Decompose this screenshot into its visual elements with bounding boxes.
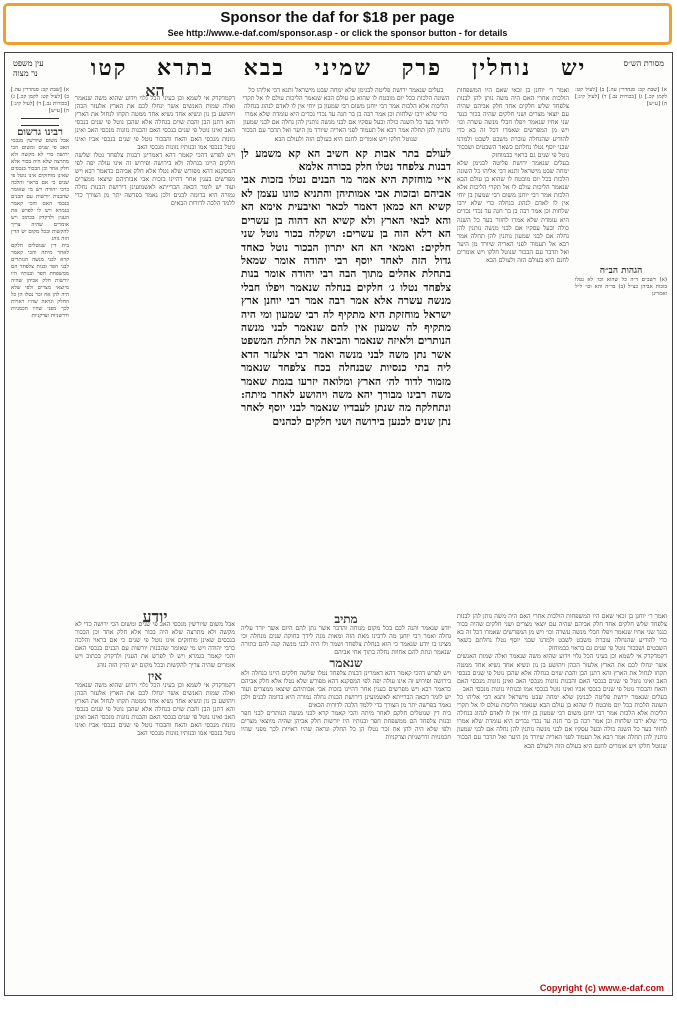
sponsor-title[interactable]: Sponsor the daf for $18 per page [220, 9, 455, 26]
lower-center-text-end: בית דין שנוטלים חלקם לאחר מיתה והכי קאמר קרא לבני מנשה הנותרים לבני חפר ובנות צלפחד הם ממשפחת חפר ובנותיו היו יורשות חלק אביהן שהיה מיוצאי מצרים ולפי שלא היה להן אח זכר נטלו הן כל החלק ונראה שהיו ראויות לכך מפני שהיו חכמניות ודרשניות וצדקניות [241, 710, 451, 742]
lower-right-text-end: בעלים שנאמר ירושת פליטה לבנימן שלא ימחה שבט מישראל ותנא דבי אליהו כל השונה הלכות בכל יום מובטח לו שהוא בן עולם הבא שנאמר הליכות עולם לו אל תקרי הליכות אלא הלכות אמר רבי יוחנן משום רבי שמעון בן יוחי אין לו לאדם לנהוג בנחלה כדי שלא ירבו שלחות וכן אמר רבה בן בר חנה עד נכדי נכדים היא עומדת שלא אמרו לחזור בעד כל השנה כולה ובעל עסקיו אם לבני מנשה נותנין להן נחלה אם לבני שמעון נותנין להן תחלה אמר רבא אל תעמוד לפני האריה שיורד מן היער ואל תדבר עם הבכור שנוטל חלקו ויש אומרים לחנם היא בעולם הזה ולעולם הבא [457, 693, 667, 750]
lower-left-commentary [75, 613, 235, 983]
gemara-top-rashi-continuation: בעלים שנאמר ירושת פליטה לבנימן שלא ימחה שבט מישראל ותנא דבי אליהו כל השונה הלכות בכל יום מובטח לו שהוא בן עולם הבא שנאמר הליכות עולם לו אל תקרי הליכות אלא הלכות אמר רבי יוחנן משום רבי שמעון בן יוחי אין לו לאדם לנהוג בנחלה כדי שלא ירבו שלחות וכן אמר רבה בן בר חנה עד נכדי נכדים היא עומדת שלא אמרו לחזור בעד כל השנה כולה ובעל עסקיו אם לבני מנשה נותנין להן נחלה אם לבני שמעון נותנין להן תחלה אמר רבא אל תעמוד לפני האריה שיורד מן היער ואל תדבר עם הבכור שנוטל חלקו ויש אומרים לחנם היא בעולם הזה ולעולם הבא [241, 87, 451, 143]
lower-heading-ein: אין [148, 668, 162, 683]
rashbam-text-continued: בעלים שנאמר ירושת פליטה לבנימן שלא ימחה שבט מישראל ותנא דבי אליהו כל השונה הלכות בכל יום מובטח לו שהוא בן עולם הבא שנאמר הליכות עולם לו אל תקרי הליכות אלא הלכות אמר רבי יוחנן משום רבי שמעון בן יוחי אין לו לאדם לנהוג בנחלה כדי שלא ירבו שלחות וכן אמר רבה בן בר חנה עד נכדי נכדים היא עומדת שלא אמרו לחזור בעד כל השנה כולה ובעל עסקיו אם לבני מנשה נותנין להן נחלה אם לבני שמעון נותנין להן תחלה אמר רבא אל תעמוד לפני האריה שיורד מן היער ואל תדבר עם הבכור שנוטל חלקו ויש אומרים לחנם היא בעולם הזה ולעולם הבא [457, 159, 569, 264]
lower-heading-shene-emar: שנאמר [329, 656, 363, 671]
ein-mishpat-header: עין משפט נר מצוה [13, 59, 44, 78]
dibbur-hamatchil-lower: יודע [142, 613, 168, 626]
page-title: יש נוחלין פרק שמיני בבא בתרא קטו [90, 55, 587, 81]
sponsor-banner[interactable] [3, 3, 672, 45]
lower-left-text-continued: דקמדקדק אי לשמא וכן בעיני הכל גלוי וידוע שהוא משה שנאמר ואלה שמות האנשים אשר ינחלו לכם את הארץ אלעזר הכהן ויהושע בן נון ונשיא אחד נשיא אחד ממטה תקחו לנחול את הארץ והא דתנן הבן והבת שוים בנחלה אלא שהבן נוטל פי שנים בנכסי האב ואינו נוטל פי שנים בנכסי האם והבנות נזונות מנכסי האב ואינן נזונות מנכסי האם והאח והבכור נוטל פי שנים בנכסי אביו ואינו נוטל בנכסי אמו ובנותיו נזונות מנכסי האב [75, 681, 235, 738]
gemara-lead: לעולם בתר אבות קא חשיב הא קא משמע לן דבנות צלפחד נטלו חלק בכורה אלמא [241, 147, 451, 174]
masoret-references: א) [שבת קכ: סנהדרין עה.] ב) [לעיל קט: לקמן קכ.] ג) [בכורות נב.] ד) [לעיל קיג:] ה) [ע״ש] [575, 87, 667, 107]
lower-right-text: ואמר ר׳ יוחנן בן זכאי שאם היו המשפחות הולכות אחרי האם היה משה נותן להן לבנות צלפחד שלש חלקים אחד חלק אביהם שהיה עם יוצאי מצרים ושני חלקים שהיה בכור כנגד שני אחיו שנאמר ויפלו חבלי מנשה עשרה וכו׳ ויש מן המפרשים שאמרו דכל זה בא כדי להודיע שהנחלה עוברת משבט לשבט ולמדנו שבני יוסף נטלו נחלתם כשאר השבטים ושבכור נוטל פי שנים גם בראוי כבמוחזק [457, 613, 667, 653]
lower-right-text-continued: דקמדקדק אי לשמא וכן בעיני הכל גלוי וידוע שהוא משה שנאמר ואלה שמות האנשים אשר ינחלו לכם את הארץ אלעזר הכהן ויהושע בן נון ונשיא אחד נשיא אחד ממטה תקחו לנחול את הארץ והא דתנן הבן והבת שוים בנחלה אלא שהבן נוטל פי שנים בנכסי האב ואינו נוטל פי שנים בנכסי האם והבנות נזונות מנכסי האב ואינן נזונות מנכסי האם והאח והבכור נוטל פי שנים בנכסי אביו ואינו נוטל בנכסי אמו ובנותיו נזונות מנכסי האב [457, 653, 667, 693]
masoret-notes: א) [שבת קכ: סנהדרין עה.] ב) [לעיל קט: לקמן קכ.] ג) [בכורות נב.] ד) [לעיל קיג:] ה) [ע״ש] [11, 87, 69, 114]
gemara-text: א״י מוחזקת היא אמר מר הבנים נטלו בזכות אבי אביהם ובזכות אבי אמותיהן והתניא כוונו עצמן לא קשיא הא כמאן דאמר לכאר ואיבעית אימא הא והא לבאי הארץ ולא קשיא הא דהוה בן עשרים הא דלא הוה בן עשרים: ושקלה בכור נוטל שני חלקים: ואמאי הא הא יתרון הבכור נוטל כאחד גדול הזה לאחד יוסף רבי יהודה אומר שמאל בתחלת אהלים מתוך הבה רבי יהודה אומר בנות צלפחד נטלו ג׳ חלקים בנחלה שנאמר ויפלו חבלי מנשה עשרה אלא אמר רבה אמר רבי יוחנן ארץ ישראל מוחזקת היא מתקיף לה רבי שמעון ומי היה מתקיף לה שמעון אין להם שנאמר לבני מנשה הנותרים ולאיזה שנאמר והביאה אל תחלת המשפט אשר נתן משה לבני מנשה ואמר רבי אלעזר הדא ליה בתי כנסיות שבנחלה בכח צלפחד שנאמר מזמור לדוד לה׳ הארץ ומלואה יזרעו בגמת שאמר משה רבינו מבורך יהא משה ויהושע לאחר מיתה: ונתחלקה מה שנתן לעבדיו שנאמר לבני יוסף לאחר נתן שנים לכנען בירושה ושני חלקים לכהנים [241, 174, 451, 428]
rashbam-column [457, 87, 569, 607]
masoret-header: מסורת הש״ס [623, 59, 664, 68]
lower-right-commentary [457, 613, 667, 983]
rabbeinu-gershom-text: אבל משום שיורשין מנכסי האב פי שנים ומשום הכי ירושה כדי לא מקשה ולא מתרצה שלא היה בכור אלא חלק אחד וכן הבכור בנכסים שאינן מוחזקים אינו נוטל פי שנים כי אם בראוי והלכה כרבי יהודה ויש מי שאומר שהבנות יורשות עם הבנים בנכסי האם והכי קאמר בגמרא ויש לו לפרש את הענין ולדקדק בכתוב ויש אומרים שהיה צריך להקשות ובכל מקום יש הדין הזה נוהג [11, 138, 69, 242]
dibbur-hamatchil: הא [145, 87, 165, 100]
tosafot-text: דקמדקדק אי לשמא וכן בעיני הכל גלוי וידוע שהוא משה שנאמר ואלה שמות האנשים אשר ינחלו לכם את הארץ אלעזר הכהן ויהושע בן נון ונשיא אחד נשיא אחד ממטה תקחו לנחול את הארץ והא דתנן הבן והבת שוים בנחלה אלא שהבן נוטל פי שנים בנכסי האב ואינו נוטל פי שנים בנכסי האם והבנות נזונות מנכסי האב ואינן נזונות מנכסי האם והאח והבכור נוטל פי שנים בנכסי אביו ואינו נוטל בנכסי אמו ובנותיו נזונות מנכסי האב [75, 95, 235, 151]
lower-center-text: יודע שנאמר והנה לכם בכל מקום מנוחה והדבר אשר נתן להם היום אשר יורד עליה נחלה ואמר רבי יוחנן מה לרבינו מאת הזה ומאות מנה לידך בחוקה שנים מנחלה וכי מצינו בו יודע שנאמר כי הוא בנחלת צלפחד ושמר ולו היה לבני מנשה קנה להם בתורה שנאמר ונתת להם אחוזת נחלה בתוך אחי אביהם [241, 625, 451, 657]
hagahot-text: (א) רשב״ם ד״ה כל שהוא וכו׳ לא נטלו בזכות אביהן כצ״ל (ב) בד״ה והא וכו׳ ל״ל ואמרינן [575, 277, 667, 297]
gemara-column [241, 87, 451, 607]
talmud-page [4, 52, 673, 996]
hagahot-heading: הגהות הב״ח [599, 266, 643, 276]
tosafot-column [75, 87, 235, 607]
masoret-column [575, 87, 667, 387]
tosafot-text-continued: ויש לפרש דהכי קאמר דהא דאמרינן דבנות צלפחד נטלו שלשה חלקים היינו בנחלה ולא בירושה ופירוש זה אינו עולה יפה לפי המסקנא דהא מפורש שלא נטלו אלא חלק אביהם כדאמר רבא ויש מפרשים בענין אחר דהיינו בזכות אבי אבותיהם שיצאו ממצרים ועוד יש לומר דבאה הברייתא לאשמועינן דירושת הבנות נחלה גמורה היא בדומה לבנים ולכן נאמר בפרשה יתר מן הצורך כדי ללמד הלכה לדורות הבאים [75, 151, 235, 208]
lower-left-text: אבל משום שיורשין מנכסי האב פי שנים ומשום הכי ירושה כדי לא מקשה ולא מתרצה שלא היה בכור אלא חלק אחד וכן הבכור בנכסים שאינן מוחזקים אינו נוטל פי שנים כי אם בראוי והלכה כרבי יהודה ויש מי שאומר שהבנות יורשות עם הבנים בנכסי האם והכי קאמר בגמרא ויש לו לפרש את הענין ולדקדק בכתוב ויש אומרים שהיה צריך להקשות ובכל מקום יש הדין הזה נוהג [75, 621, 235, 669]
rabbeinu-gershom-text-continued: בית דין שנוטלים חלקם לאחר מיתה והכי קאמר קרא לבני מנשה הנותרים לבני חפר ובנות צלפחד הם ממשפחת חפר ובנותיו היו יורשות חלק אביהן שהיה מיוצאי מצרים ולפי שלא היה להן אח זכר נטלו הן כל החלק ונראה שהיו ראויות לכך מפני שהיו חכמניות ודרשניות וצדקניות [11, 243, 69, 319]
lower-heading-mativ: מתיב [334, 613, 358, 626]
lower-center-text-continued: ויש לפרש דהכי קאמר דהא דאמרינן דבנות צלפחד נטלו שלשה חלקים היינו בנחלה ולא בירושה ופירוש זה אינו עולה יפה לפי המסקנא דהא מפורש שלא נטלו אלא חלק אביהם כדאמר רבא ויש מפרשים בענין אחר דהיינו בזכות אבי אבותיהם שיצאו ממצרים ועוד יש לומר דבאה הברייתא לאשמועינן דירושת הבנות נחלה גמורה היא בדומה לבנים ולכן נאמר בפרשה יתר מן הצורך כדי ללמד הלכה לדורות הבאים [241, 669, 451, 709]
rashbam-text: ואמר ר׳ יוחנן בן זכאי שאם היו המשפחות הולכות אחרי האם היה משה נותן להן לבנות צלפחד שלש חלקים אחד חלק אביהם שהיה עם יוצאי מצרים ושני חלקים שהיה בכור כנגד שני אחיו שנאמר ויפלו חבלי מנשה עשרה וכו׳ ויש מן המפרשים שאמרו דכל זה בא כדי להודיע שהנחלה עוברת משבט לשבט ולמדנו שבני יוסף נטלו נחלתם כשאר השבטים ושבכור נוטל פי שנים גם בראוי כבמוחזק [457, 87, 569, 159]
rabbeinu-gershom-heading: רבינו גרשום [17, 127, 63, 138]
ein-mishpat-column [11, 87, 69, 547]
divider-ornament [21, 118, 59, 126]
sponsor-subtitle[interactable]: See http://www.e-daf.com/sponsor.asp - or click the sponsor button - for details [167, 28, 508, 38]
copyright-notice[interactable]: Copyright (c) www.e-daf.com [539, 983, 664, 993]
lower-center-commentary [241, 613, 451, 983]
